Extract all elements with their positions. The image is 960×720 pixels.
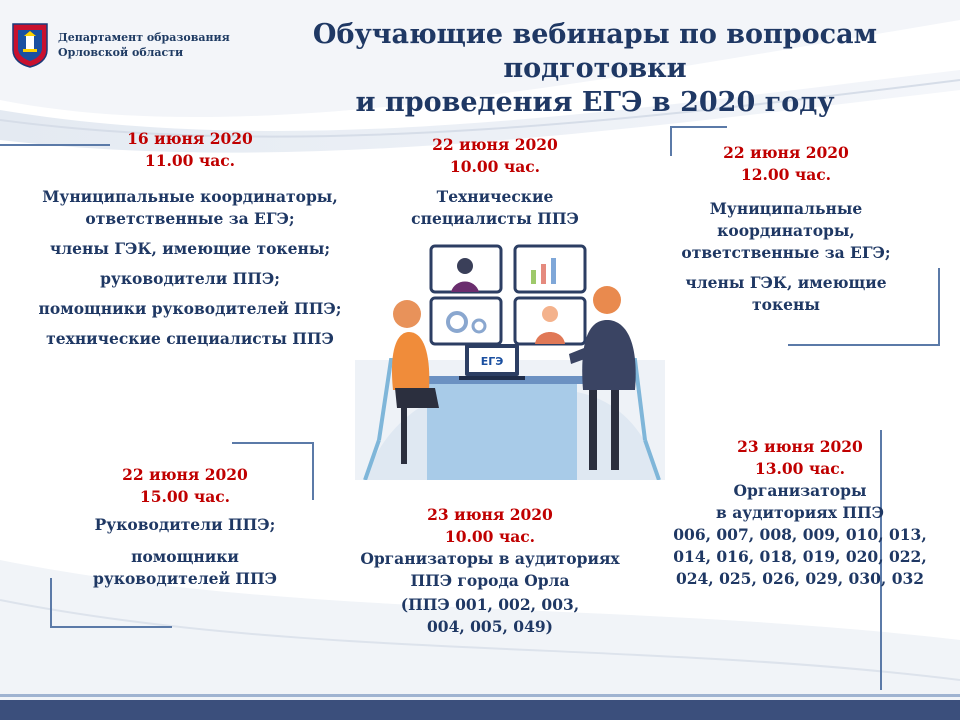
footer-bar [0, 700, 960, 720]
title-line1: Обучающие вебинары по вопросам подготовки [312, 19, 878, 84]
webinar-line: Муниципальные координаторы, [42, 187, 338, 206]
webinar-line: 006, 007, 008, 009, 010, 013, [673, 525, 927, 544]
webinar-date: 22 июня 2020 [432, 135, 558, 154]
webinar-line: члены ГЭК, имеющие [685, 273, 887, 292]
webinar-line: руководителей ППЭ [93, 569, 277, 588]
webinar-line: токены [752, 295, 820, 314]
webinar-time: 10.00 час. [444, 527, 536, 546]
department-name [58, 30, 230, 60]
webinar-time: 13.00 час. [754, 459, 846, 478]
webinar-line: Муниципальные [709, 199, 863, 218]
webinar-time: 12.00 час. [740, 165, 832, 184]
webinar-line: руководители ППЭ; [100, 269, 280, 288]
webinar-line: члены ГЭК, имеющие токены; [49, 239, 331, 258]
webinar-line: 004, 005, 049) [427, 617, 553, 636]
webinar-block-4 [60, 464, 310, 590]
webinar-date: 22 июня 2020 [122, 465, 248, 484]
webinar-line: ответственные за ЕГЭ; [85, 209, 295, 228]
webinar-time: 15.00 час. [139, 487, 231, 506]
webinar-line: в аудиториях ППЭ [716, 503, 884, 522]
webinar-time: 11.00 час. [144, 151, 236, 170]
webinar-block-1 [20, 128, 360, 350]
webinar-block-2 [385, 134, 605, 230]
webinar-block-6 [660, 436, 940, 590]
webinar-line: координаторы, [717, 221, 855, 240]
title-line2: и проведения ЕГЭ в 2020 году [355, 87, 835, 118]
footer-accent-line [0, 694, 960, 697]
webinar-line: специалисты ППЭ [411, 209, 579, 228]
department-line1: Департамент образования [58, 31, 230, 44]
webinar-line: ответственные за ЕГЭ; [681, 243, 891, 262]
webinar-block-5 [345, 504, 635, 638]
webinar-line: (ППЭ 001, 002, 003, [400, 595, 580, 614]
webinar-line: помощники руководителей ППЭ; [38, 299, 342, 318]
webinar-date: 16 июня 2020 [127, 129, 253, 148]
webinar-line: 014, 016, 018, 019, 020, 022, [673, 547, 927, 566]
webinar-line: Организаторы [733, 481, 867, 500]
webinar-date: 22 июня 2020 [723, 143, 849, 162]
video-conference-illustration [355, 240, 665, 480]
webinar-line: Руководители ППЭ; [94, 515, 276, 534]
webinar-line: помощники [131, 547, 239, 566]
webinar-date: 23 июня 2020 [737, 437, 863, 456]
webinar-line: ППЭ города Орла [410, 571, 570, 590]
laptop-logo-text: ЕГЭ [480, 355, 504, 368]
page-title [240, 18, 950, 120]
webinar-line: технические специалисты ППЭ [46, 329, 334, 348]
webinar-line: Организаторы в аудиториях [360, 549, 620, 568]
department-line2: Орловской области [58, 46, 184, 59]
webinar-time: 10.00 час. [449, 157, 541, 176]
webinar-date: 23 июня 2020 [427, 505, 553, 524]
webinar-block-3 [676, 142, 896, 316]
coat-of-arms-logo [10, 22, 50, 68]
webinar-line: Технические [436, 187, 554, 206]
webinar-line: 024, 025, 026, 029, 030, 032 [675, 569, 925, 588]
